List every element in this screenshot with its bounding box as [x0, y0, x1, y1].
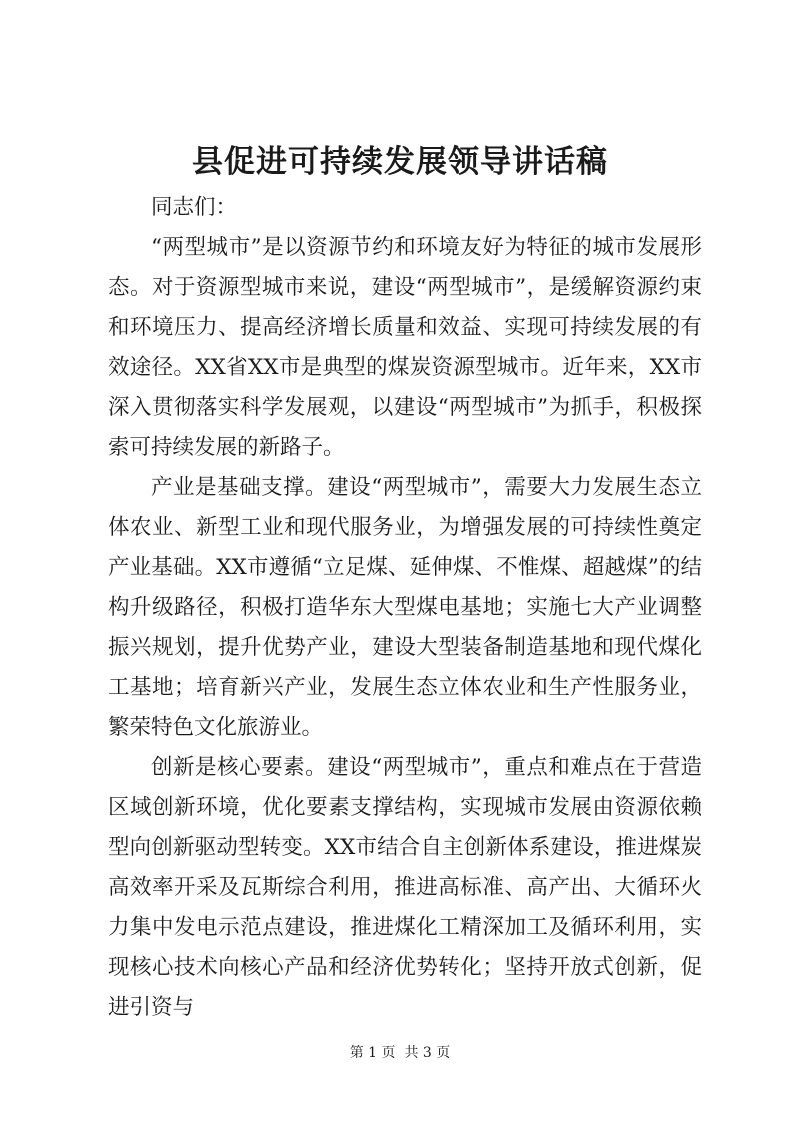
page-number-label: 第 1 页 共 3 页: [349, 1045, 451, 1061]
paragraph-intro: “两型城市”是以资源节约和环境友好为特征的城市发展形态。对于资源型城市来说，建设“两型城市”，是缓解资源约束和环境压力、提高经济增长质量和效益、实现可持续发展的有效途径。XX省XX市是典型的煤炭资源型城市。近年来，XX市深入贯彻落实科学发展观，以建设“两型城市”为抓手，积极探索可持续发展的新路子。: [108, 235, 702, 460]
paragraph-industry: 产业是基础支撑。建设“两型城市”，需要大力发展生态立体农业、新型工业和现代服务业，为增强发展的可持续性奠定产业基础。XX市遵循“立足煤、延伸煤、不惟煤、超越煤”的结构升级路径，积极打造华东大型煤电基地；实施七大产业调整振兴规划，提升优势产业，建设大型装备制造基地和现代煤化工基地；培育新兴产业，发展生态立体农业和生产性服务业，繁荣特色文化旅游业。: [108, 475, 702, 740]
page-footer: [0, 1043, 800, 1063]
paragraph-innovation: 创新是核心要素。建设“两型城市”，重点和难点在于营造区域创新环境，优化要素支撑结构，实现城市发展由资源依赖型向创新驱动型转变。XX市结合自主创新体系建设，推进煤炭高效率开采及瓦斯综合利用，推进高标准、高产出、大循环火力集中发电示范点建设，推进煤化工精深加工及循环利用，实现核心技术向核心产品和经济优势转化；坚持开放式创新，促进引资与: [108, 755, 702, 1020]
salutation: 同志们：: [151, 195, 238, 220]
document-title: 县促进可持续发展领导讲话稿: [192, 144, 608, 180]
document-body: [108, 188, 702, 1028]
